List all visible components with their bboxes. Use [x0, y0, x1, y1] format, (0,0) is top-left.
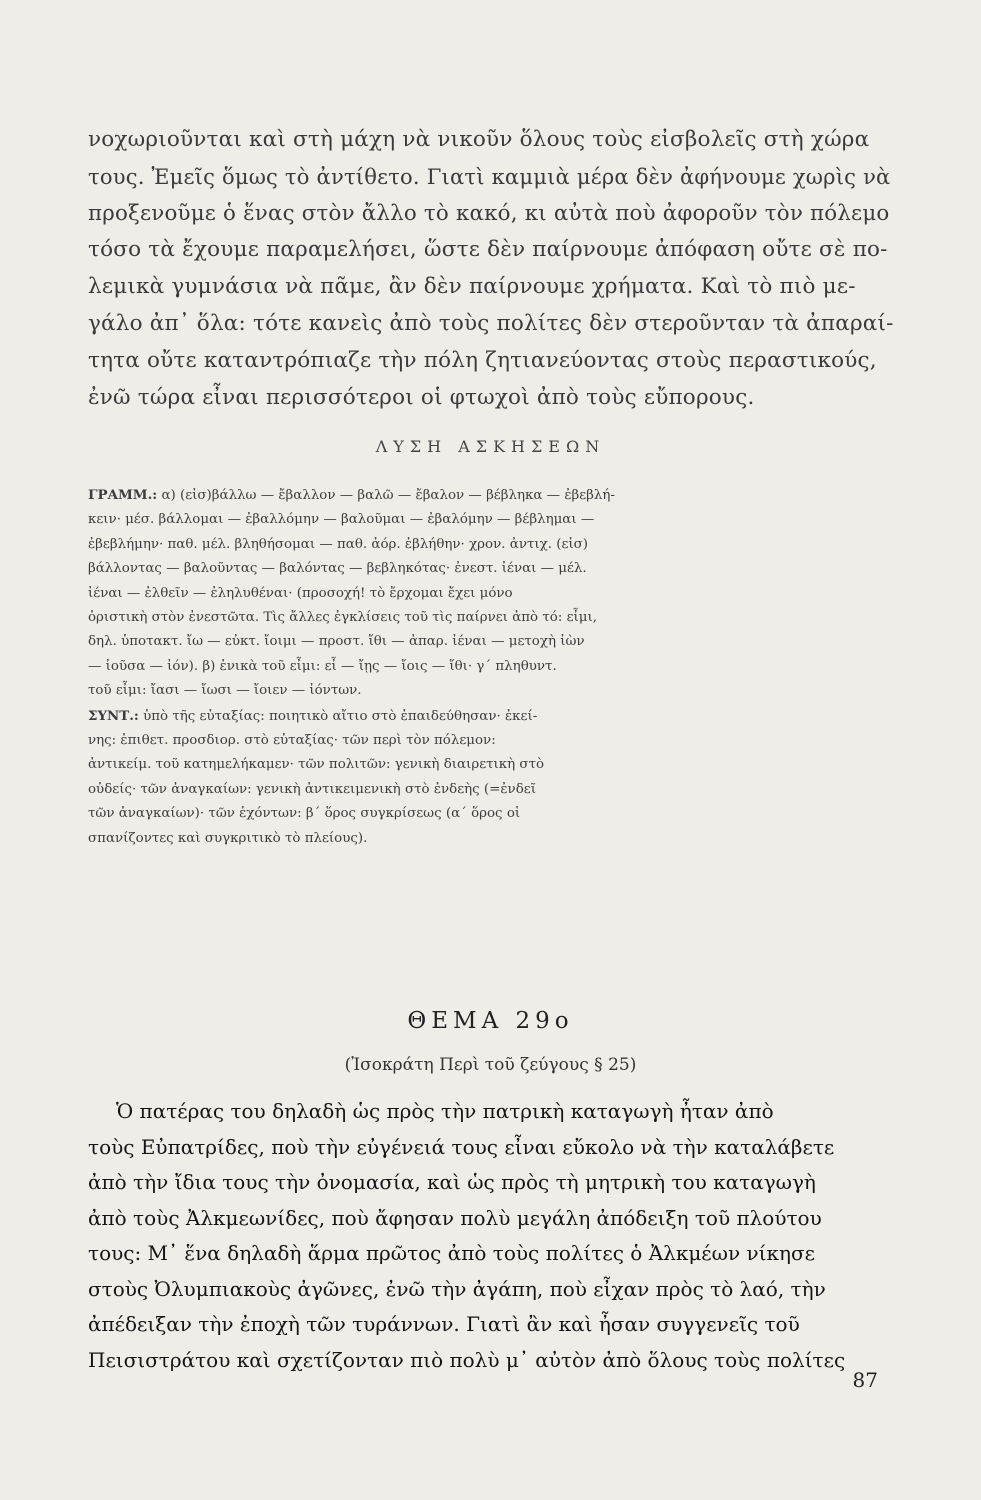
grammar-line: δηλ. ὑποτακτ. ἴω — εὐκτ. ἴοιμι — προστ. ἴθι — ἀπαρ. ἰέναι — μετοχὴ ἰὼν: [88, 634, 585, 650]
solution-section: [88, 483, 894, 851]
syntax-label: ΣΥΝΤ.:: [88, 707, 139, 724]
text-line: τητα οὔτε καταντρόπιαζε τὴν πόλη ζητιανεύοντας στοὺς περαστικούς,: [88, 347, 877, 373]
text-line: γάλο ἀπ᾽ ὅλα: τότε κανεὶς ἀπὸ τοὺς πολίτες δὲν στεροῦνταν τὰ ἀπαραί-: [88, 310, 894, 336]
page-number: 87: [852, 1368, 878, 1392]
grammar-line: ἐβεβλήμην· παθ. μέλ. βληθήσομαι — παθ. ἀόρ. ἐβλήθην· χρον. ἀντιχ. (εἰσ): [88, 536, 589, 552]
translation-paragraph: [88, 1094, 894, 1378]
text-line: προξενοῦμε ὁ ἕνας στὸν ἄλλο τὸ κακό, κι αὐτὰ ποὺ ἀφοροῦν τὸν πόλεμο: [88, 200, 890, 226]
theme-heading: ΘΕΜΑ 29ο: [407, 1008, 574, 1034]
solution-heading: ΛΥΣΗ ΑΣΚΗΣΕΩΝ: [375, 437, 606, 456]
grammar-line: ἰέναι — ἐλθεῖν — ἐληλυθέναι· (προσοχή! τὸ ἔρχομαι ἔχει μόνο: [88, 585, 513, 601]
continued-paragraph: [88, 122, 894, 416]
text-line: στοὺς Ὀλυμπιακοὺς ἀγῶνες, ἐνῶ τὴν ἀγάπη, ποὺ εἶχαν πρὸς τὸ λαό, τὴν: [88, 1276, 826, 1301]
text-line: ἀπὸ τὴν ἴδια τους τὴν ὀνομασία, καὶ ὡς πρὸς τὴ μητρικὴ του καταγωγὴ: [88, 1170, 816, 1194]
text-line: ἀπὸ τοὺς Ἀλκμεωνίδες, ποὺ ἄφησαν πολὺ μεγάλη ἀπόδειξη τοῦ πλούτου: [88, 1205, 822, 1230]
syntax-line: ἀντικείμ. τοῦ κατημελήκαμεν· τῶν πολιτῶν: γενικὴ διαιρετικὴ στὸ: [88, 757, 545, 773]
syntax-line: τῶν ἀναγκαίων)· τῶν ἐχόντων: β´ ὅρος συγκρίσεως (α´ ὅρος οἱ: [88, 806, 521, 822]
syntax-line: ΣΥΝΤ.: ὑπὸ τῆς εὐταξίας: ποιητικὸ αἴτιο στὸ ἐπαιδεύθησαν· ἐκεί-: [88, 707, 538, 724]
grammar-line: κειν· μέσ. βάλλομαι — ἐβαλλόμην — βαλοῦμαι — ἐβαλόμην — βέβλημαι —: [88, 512, 595, 528]
text-line: τους. Ἐμεῖς ὅμως τὸ ἀντίθετο. Γιατὶ καμμιὰ μέρα δὲν ἀφήνουμε χωρὶς νὰ: [88, 163, 891, 189]
syntax-line: νης: ἐπιθετ. προσδιορ. στὸ εὐταξίας· τῶν περὶ τὸν πόλεμον:: [88, 733, 496, 749]
grammar-line: ὁριστικὴ στὸν ἐνεστῶτα. Τὶς ἄλλες ἐγκλίσεις τοῦ τὶς παίρνει ἀπὸ τό: εἶμι,: [88, 610, 597, 626]
text-line: τόσο τὰ ἔχουμε παραμελήσει, ὥστε δὲν παίρνουμε ἀπόφαση οὔτε σὲ πο-: [88, 237, 888, 263]
text-line: ἀπέδειξαν τὴν ἐποχὴ τῶν τυράννων. Γιατὶ ἂν καὶ ἦσαν συγγενεῖς τοῦ: [88, 1312, 800, 1336]
grammar-line: τοῦ εἶμι: ἴασι — ἴωσι — ἴοιεν — ἰόντων.: [88, 683, 362, 699]
text-line: λεμικὰ γυμνάσια νὰ πᾶμε, ἂν δὲν παίρνουμε χρήματα. Καὶ τὸ πιὸ με-: [88, 274, 856, 300]
grammar-line: βάλλοντας — βαλοῦντας — βαλόντας — βεβληκότας· ἐνεστ. ἰέναι — μέλ.: [88, 561, 587, 577]
text-line: ἐνῶ τώρα εἶναι περισσότεροι οἱ φτωχοὶ ἀπὸ τοὺς εὔπορους.: [88, 384, 755, 410]
syntax-line: οὐδείς· τῶν ἀναγκαίων: γενικὴ ἀντικειμενικὴ στὸ ἐνδεὴς (=ἐνδεῖ: [88, 781, 536, 797]
grammar-line: — ἰοῦσα — ἰόν). β) ἑνικὰ τοῦ εἶμι: εἶ — ἴῃς — ἴοις — ἴθι· γ´ πληθυντ.: [88, 658, 557, 674]
text-line: Πεισιστράτου καὶ σχετίζονταν πιὸ πολὺ μ᾽ αὐτὸν ἀπὸ ὅλους τοὺς πολίτες: [88, 1347, 846, 1372]
theme-source: (Ἰσοκράτη Περὶ τοῦ ζεύγους § 25): [344, 1055, 637, 1075]
text-line: νοχωριοῦνται καὶ στὴ μάχη νὰ νικοῦν ὅλους τοὺς εἰσβολεῖς στὴ χώρα: [88, 127, 870, 152]
grammar-line: ΓΡΑΜΜ.: α) (εἰσ)βάλλω — ἔβαλλον — βαλῶ — ἔβαλον — βέβληκα — ἐβεβλή-: [88, 487, 615, 503]
syntax-line: σπανίζοντες καὶ συγκριτικὸ τὸ πλείους).: [88, 830, 368, 846]
text-line: τοὺς Εὐπατρίδες, ποὺ τὴν εὐγένειά τους εἶναι εὔκολο νὰ τὴν καταλάβετε: [88, 1134, 835, 1159]
grammar-label: ΓΡΑΜΜ.:: [88, 487, 158, 503]
text-line: τους: Μ᾽ ἕνα δηλαδὴ ἅρμα πρῶτος ἀπὸ τοὺς πολίτες ὁ Ἀλκμέων νίκησε: [88, 1241, 815, 1265]
text-line: Ὁ πατέρας του δηλαδὴ ὡς πρὸς τὴν πατρικὴ καταγωγὴ ἦταν ἀπὸ: [116, 1099, 774, 1123]
